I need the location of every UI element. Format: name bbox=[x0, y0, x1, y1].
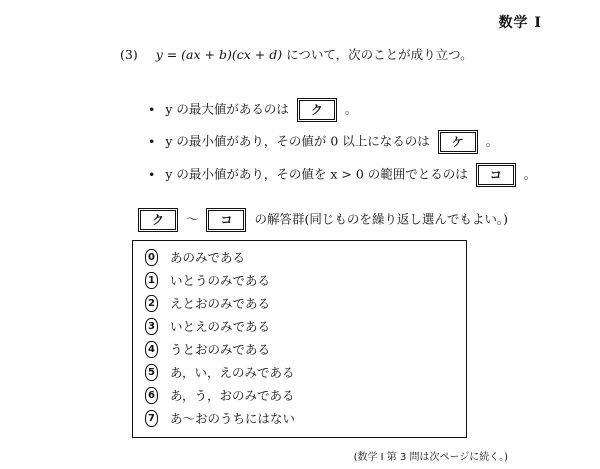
answer-group-from-box: ク bbox=[138, 208, 178, 232]
bullet-text: y の最大値があるのは bbox=[165, 101, 289, 117]
bullet-marker: • bbox=[148, 101, 156, 117]
problem-statement bbox=[120, 45, 473, 63]
choice-number: 7 bbox=[145, 410, 158, 427]
tilde: ～ bbox=[185, 211, 199, 227]
bullet-text: y の最小値があり，その値を x > 0 の範囲でとるのは bbox=[165, 166, 468, 182]
bullet-item bbox=[148, 163, 536, 187]
bullet-item bbox=[148, 130, 498, 154]
bullet-end: 。 bbox=[485, 133, 499, 149]
choice-item[interactable] bbox=[145, 294, 270, 312]
choice-text: いとうのみである bbox=[170, 273, 271, 288]
choice-text: あ～おのうちにはない bbox=[170, 411, 296, 426]
choice-number: 5 bbox=[145, 364, 158, 381]
choice-number: 1 bbox=[145, 272, 158, 289]
choice-number: 0 bbox=[145, 249, 158, 266]
choice-text: あのみである bbox=[170, 250, 246, 265]
continuation-note: (数学 I 第 3 問は次ページに続く。) bbox=[353, 452, 508, 463]
choice-number: 3 bbox=[145, 318, 158, 335]
answer-group-to-box: コ bbox=[206, 208, 246, 232]
bullet-end: 。 bbox=[344, 101, 358, 117]
bullet-marker: • bbox=[148, 166, 156, 182]
choice-number: 4 bbox=[145, 341, 158, 358]
choices-box bbox=[132, 240, 467, 438]
bullet-item bbox=[148, 98, 357, 122]
choice-item[interactable] bbox=[145, 271, 270, 289]
statement-text: について，次のことが成り立つ。 bbox=[286, 47, 473, 62]
choice-text: あ，う，おのみである bbox=[170, 388, 295, 403]
choice-item[interactable] bbox=[145, 248, 245, 266]
choice-item[interactable] bbox=[145, 409, 295, 427]
equation: y = (ax + b)(cx + d) bbox=[155, 47, 283, 62]
choice-item[interactable] bbox=[145, 340, 270, 358]
answer-box-ke[interactable]: ケ bbox=[438, 130, 478, 154]
choice-item[interactable] bbox=[145, 363, 295, 381]
problem-number: (3) bbox=[120, 47, 138, 62]
choice-text: いとえのみである bbox=[170, 319, 271, 334]
bullet-marker: • bbox=[148, 133, 156, 149]
choice-item[interactable] bbox=[145, 386, 295, 404]
bullet-text: y の最小値があり，その値が 0 以上になるのは bbox=[165, 133, 430, 149]
bullet-end: 。 bbox=[523, 166, 537, 182]
choice-number: 2 bbox=[145, 295, 158, 312]
choice-text: あ，い，えのみである bbox=[170, 365, 295, 380]
choice-text: うとおのみである bbox=[170, 342, 271, 357]
choice-text: えとおのみである bbox=[170, 296, 271, 311]
choice-item[interactable] bbox=[145, 317, 270, 335]
choice-number: 6 bbox=[145, 387, 158, 404]
answer-group-text: の解答群(同じものを繰り返し選んでもよい。) bbox=[254, 211, 508, 227]
answer-box-ku[interactable]: ク bbox=[297, 98, 337, 122]
page-title: 数学 I bbox=[498, 15, 542, 31]
answer-group-header bbox=[134, 208, 508, 232]
answer-box-ko[interactable]: コ bbox=[476, 163, 516, 187]
